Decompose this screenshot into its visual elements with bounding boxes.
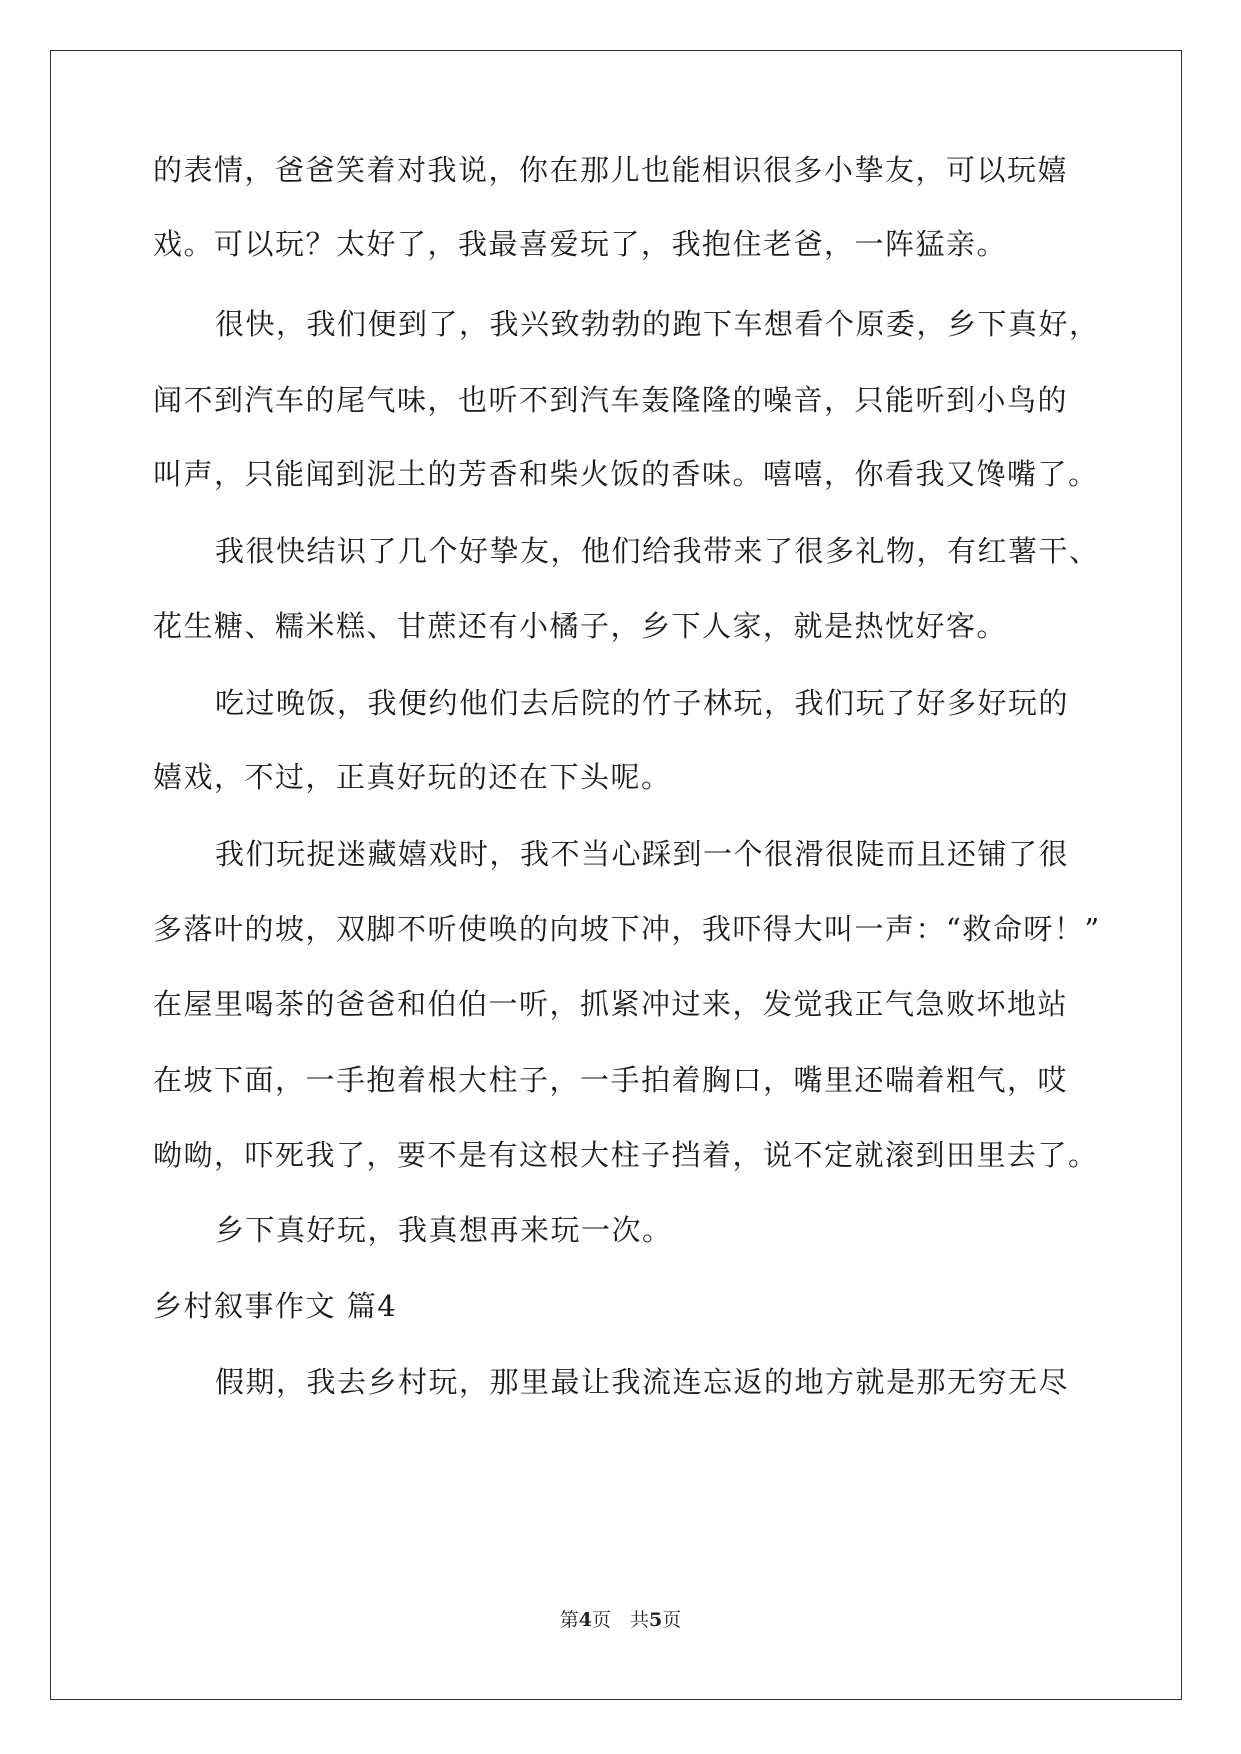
section-heading: 乡村叙事作文 篇4 [153, 1289, 398, 1323]
text-line: 我们玩捉迷藏嬉戏时，我不当心踩到一个很滑很陡而且还铺了很 [215, 837, 1070, 871]
text-line: 多落叶的坡，双脚不听使唤的向坡下冲，我吓得大叫一声：“救命呀！” [153, 912, 1101, 946]
text-line: 在坡下面，一手抱着根大柱子，一手拍着胸口，嘴里还喘着粗气，哎 [153, 1063, 1069, 1097]
text-line: 假期，我去乡村玩，那里最让我流连忘返的地方就是那无穷无尽 [215, 1365, 1070, 1399]
text-line: 呦呦，吓死我了，要不是有这根大柱子挡着，说不定就滚到田里去了。 [153, 1138, 1099, 1172]
page-total: 5 [649, 1609, 663, 1631]
text-line: 嬉戏，不过，正真好玩的还在下头呢。 [153, 760, 672, 794]
text-line: 很快，我们便到了，我兴致勃勃的跑下车想看个原委，乡下真好， [215, 307, 1100, 341]
text-line: 花生糖、糯米糕、甘蔗还有小橘子，乡下人家，就是热忱好客。 [153, 609, 1008, 643]
text-line: 叫声，只能闻到泥土的芳香和柴火饭的香味。嘻嘻，你看我又馋嘴了。 [153, 457, 1099, 491]
text-line: 闻不到汽车的尾气味，也听不到汽车轰隆隆的噪音，只能听到小鸟的 [153, 383, 1069, 417]
footer-prefix: 第 [559, 1609, 579, 1631]
footer-mid: 页 共 [591, 1609, 649, 1631]
text-line: 我很快结识了几个好挚友，他们给我带来了很多礼物，有红薯干、 [215, 534, 1100, 568]
page-footer [0, 1608, 1241, 1632]
text-line: 的表情，爸爸笑着对我说，你在那儿也能相识很多小挚友，可以玩嬉 [153, 153, 1069, 187]
text-line: 乡下真好玩，我真想再来玩一次。 [215, 1213, 673, 1247]
text-line: 吃过晚饭，我便约他们去后院的竹子林玩，我们玩了好多好玩的 [215, 686, 1070, 720]
text-line: 在屋里喝茶的爸爸和伯伯一听，抓紧冲过来，发觉我正气急败坏地站 [153, 987, 1069, 1021]
text-line: 戏。可以玩？太好了，我最喜爱玩了，我抱住老爸，一阵猛亲。 [153, 227, 1008, 261]
footer-suffix: 页 [662, 1609, 682, 1631]
page-number: 4 [578, 1609, 592, 1631]
page-border [50, 50, 1182, 1700]
